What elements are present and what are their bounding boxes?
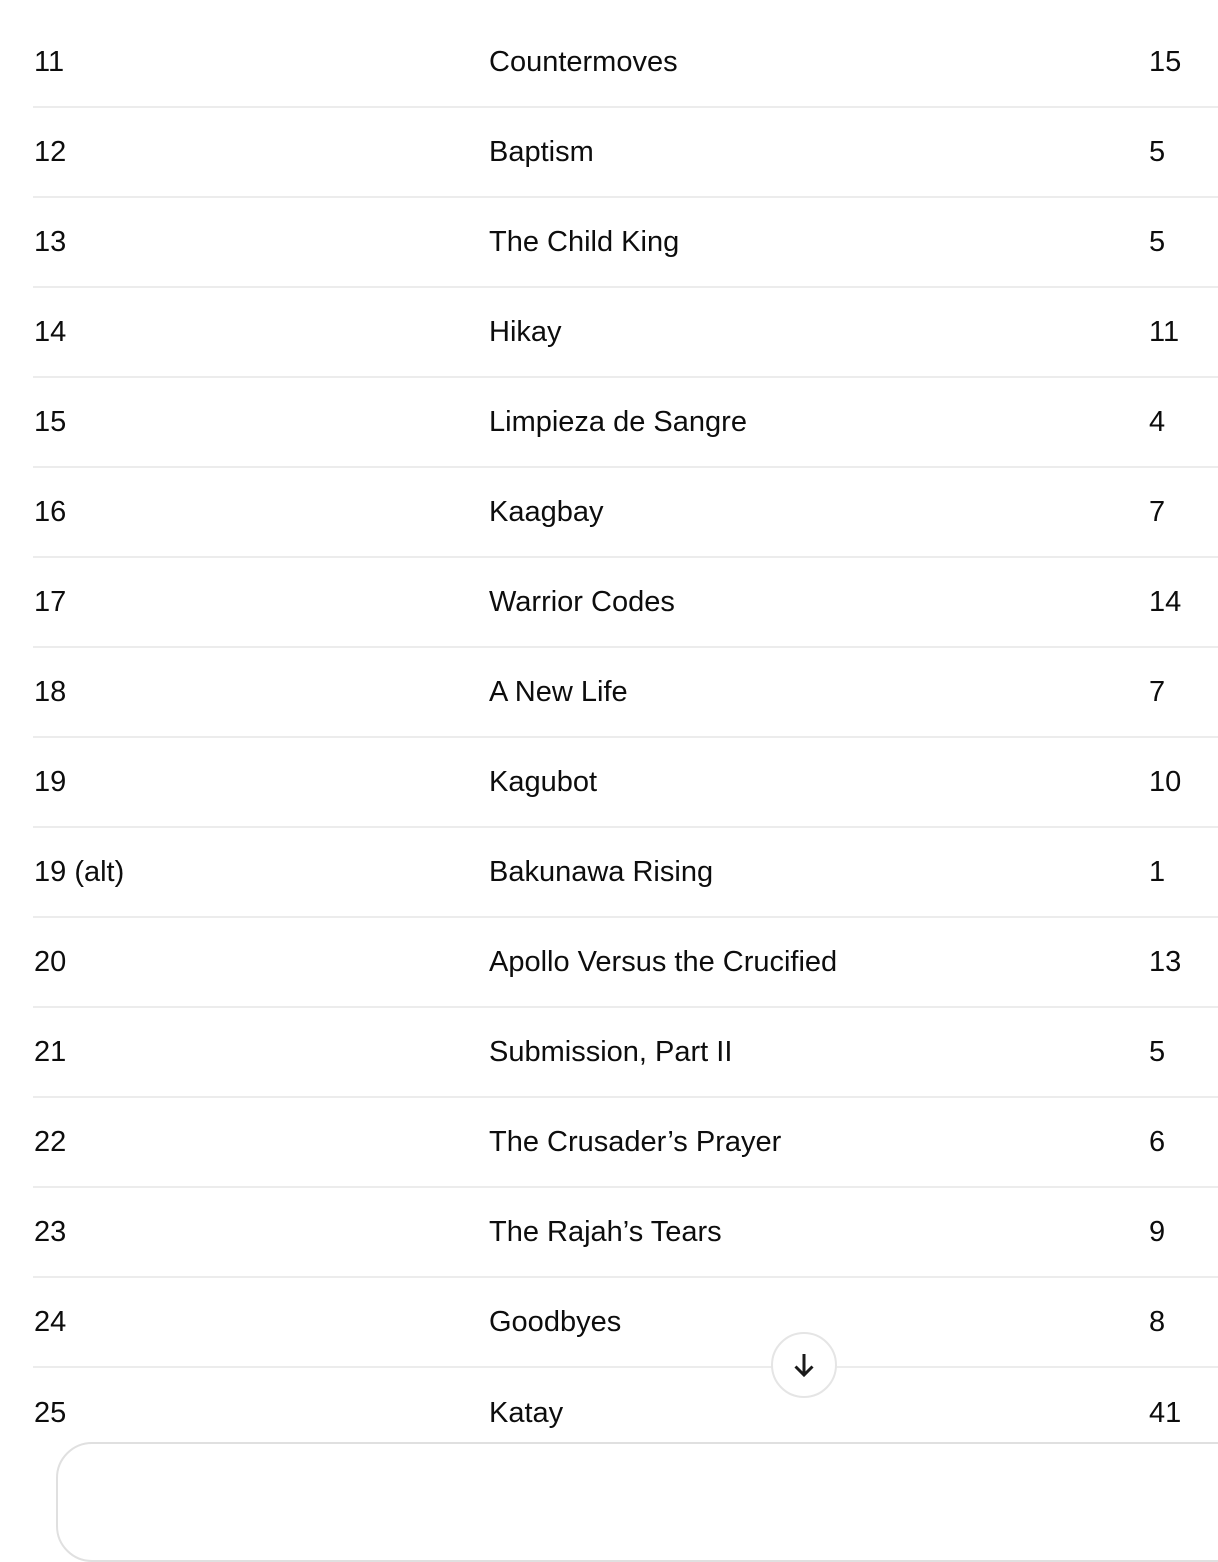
- scroll-to-bottom-button[interactable]: [771, 1332, 837, 1398]
- chapter-number: 14: [34, 315, 67, 348]
- table-row: [33, 18, 1218, 108]
- chapter-title: Submission, Part II: [489, 1035, 733, 1068]
- table-row: [33, 648, 1218, 738]
- chapter-number: 13: [34, 225, 67, 258]
- chapter-title: Katay: [489, 1396, 564, 1429]
- chapter-number: 11: [34, 45, 65, 78]
- chapter-number: 17: [34, 585, 67, 618]
- chapter-title: The Crusader’s Prayer: [489, 1125, 782, 1158]
- chapter-count: 14: [1149, 585, 1182, 618]
- chapter-title: Kagubot: [489, 765, 598, 798]
- chapter-count: 9: [1149, 1215, 1166, 1248]
- chapter-number: 25: [34, 1396, 67, 1429]
- chapter-number: 18: [34, 675, 67, 708]
- chapter-count: 11: [1149, 315, 1180, 348]
- chapter-number: 12: [34, 135, 67, 168]
- table-row: [33, 828, 1218, 918]
- table-row: [33, 468, 1218, 558]
- chapter-title: Limpieza de Sangre: [489, 405, 747, 438]
- chapter-count: 41: [1149, 1396, 1182, 1429]
- chapter-title: Hikay: [489, 315, 562, 348]
- chapter-title: The Child King: [489, 225, 680, 258]
- chapter-title: Goodbyes: [489, 1305, 622, 1338]
- chapter-count: 7: [1149, 675, 1166, 708]
- chapter-number: 20: [34, 945, 67, 978]
- table-row: [33, 108, 1218, 198]
- chapter-title: Baptism: [489, 135, 594, 168]
- chapter-number: 19 (alt): [34, 855, 125, 888]
- chapter-number: 22: [34, 1125, 67, 1158]
- chapter-number: 16: [34, 495, 67, 528]
- table-row: [33, 378, 1218, 468]
- chapter-title: A New Life: [489, 675, 628, 708]
- chapter-number: 21: [34, 1035, 67, 1068]
- chapter-count: 5: [1149, 1035, 1166, 1068]
- table-row: [33, 558, 1218, 648]
- chapter-title: Bakunawa Rising: [489, 855, 714, 888]
- chapter-count: 1: [1149, 855, 1166, 888]
- table-row: [33, 198, 1218, 288]
- chapter-title: Apollo Versus the Crucified: [489, 945, 838, 978]
- arrow-down-icon: [787, 1348, 821, 1382]
- table-row: [33, 1188, 1218, 1278]
- chapter-count: 8: [1149, 1305, 1166, 1338]
- chapter-count: 6: [1149, 1125, 1166, 1158]
- chapter-number: 24: [34, 1305, 67, 1338]
- chapter-table: [0, 18, 1218, 1458]
- chapter-count: 5: [1149, 225, 1166, 258]
- table-row: [33, 918, 1218, 1008]
- table-row: [33, 288, 1218, 378]
- chapter-number: 19: [34, 765, 67, 798]
- chapter-title: Countermoves: [489, 45, 678, 78]
- chapter-count: 13: [1149, 945, 1182, 978]
- chapter-number: 23: [34, 1215, 67, 1248]
- table-row: [33, 1278, 1218, 1368]
- table-row: [33, 1098, 1218, 1188]
- chapter-title: Warrior Codes: [489, 585, 675, 618]
- table-row: [33, 1008, 1218, 1098]
- chapter-count: 10: [1149, 765, 1182, 798]
- chapter-count: 5: [1149, 135, 1166, 168]
- chapter-title: Kaagbay: [489, 495, 604, 528]
- chapter-number: 15: [34, 405, 67, 438]
- chapter-count: 7: [1149, 495, 1166, 528]
- chapter-count: 4: [1149, 405, 1166, 438]
- message-input-box[interactable]: [56, 1442, 1218, 1562]
- table-row: [33, 738, 1218, 828]
- chapter-title: The Rajah’s Tears: [489, 1215, 722, 1248]
- chapter-count: 15: [1149, 45, 1182, 78]
